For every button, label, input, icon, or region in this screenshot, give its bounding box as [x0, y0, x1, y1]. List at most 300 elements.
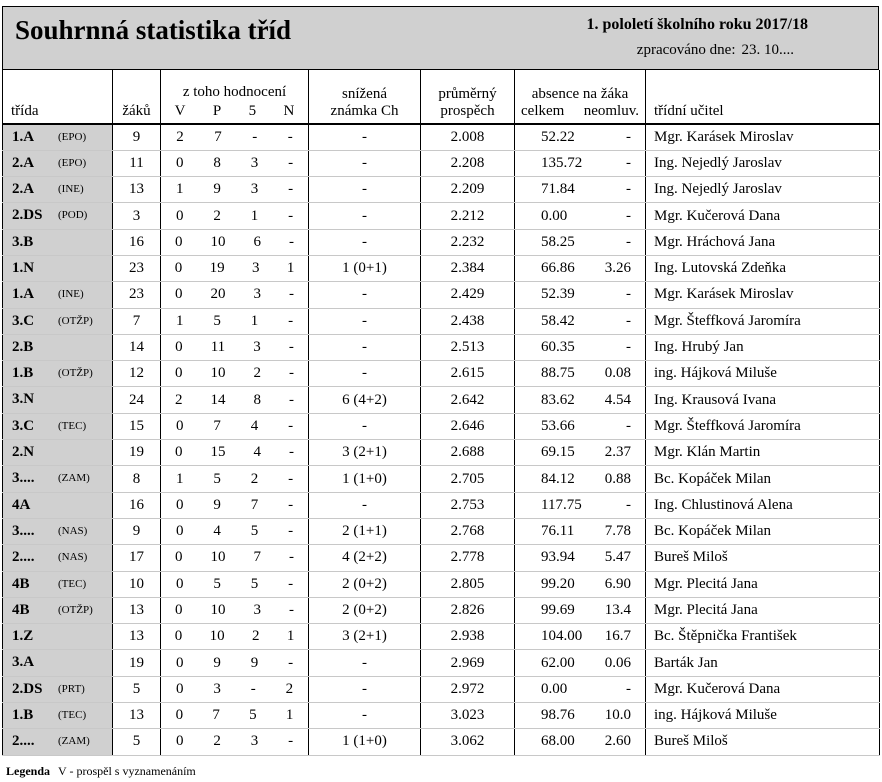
grades-cell — [161, 150, 309, 176]
absence-cell — [515, 387, 646, 413]
absence-total-value: 135.72 — [541, 154, 583, 171]
absence-cell — [515, 571, 646, 597]
grade-v-value: 0 — [175, 523, 184, 540]
teacher-cell: ing. Hájková Miluše — [646, 703, 880, 729]
grades-cell — [161, 203, 309, 229]
lowered-cell: 1 (0+1) — [309, 255, 421, 281]
average-cell: 2.232 — [421, 229, 515, 255]
students-cell: 23 — [113, 255, 161, 281]
absence-unexcused-value: 6.90 — [604, 575, 631, 592]
grades-values — [161, 497, 308, 514]
absence-unexcused-value: 2.60 — [604, 733, 631, 750]
grade-v-value: 0 — [175, 707, 184, 724]
absence-values — [515, 339, 645, 356]
absence-unexcused-value: - — [626, 154, 631, 171]
absence-total-value: 53.66 — [541, 417, 575, 434]
grade-n-value: - — [289, 549, 294, 566]
students-cell: 11 — [113, 150, 161, 176]
table-row — [3, 361, 880, 387]
grade-p-value: 8 — [213, 154, 221, 171]
grade-n-value: - — [289, 601, 294, 618]
absence-cell — [515, 361, 646, 387]
col-header-teacher: třídní učitel — [646, 70, 880, 124]
absence-unexcused-value: 2.37 — [604, 444, 631, 461]
grade-n-value: 1 — [286, 260, 295, 277]
table-row — [3, 203, 880, 229]
class-name: 3.B — [12, 233, 34, 250]
grades-values — [161, 208, 308, 225]
grade-n-value: - — [289, 233, 294, 250]
lowered-header-line1: snížená — [342, 86, 387, 102]
grade-5-value: 3 — [253, 601, 261, 618]
teacher-cell: Ing. Nejedlý Jaroslav — [646, 177, 880, 203]
class-cell — [3, 334, 113, 360]
absence-cell — [515, 255, 646, 281]
absence-unexcused-value: - — [626, 680, 631, 697]
grades-cell — [161, 466, 309, 492]
grade-p-value: 4 — [213, 523, 221, 540]
absence-values — [515, 602, 645, 619]
students-cell: 24 — [113, 387, 161, 413]
grades-values — [161, 549, 308, 566]
lowered-cell: - — [309, 282, 421, 308]
absence-values — [515, 208, 645, 225]
students-cell: 16 — [113, 492, 161, 518]
average-cell: 2.646 — [421, 413, 515, 439]
class-cell — [3, 729, 113, 755]
grade-p-value: 2 — [213, 207, 221, 224]
class-name: 2.B — [12, 338, 34, 355]
table-row — [3, 624, 880, 650]
legend — [6, 764, 196, 779]
absence-values — [515, 155, 645, 172]
table-row — [3, 334, 880, 360]
absence-unexcused-value: - — [626, 312, 631, 329]
table-row — [3, 492, 880, 518]
lowered-cell: - — [309, 308, 421, 334]
grades-cell — [161, 413, 309, 439]
grades-cell — [161, 545, 309, 571]
absence-cell — [515, 729, 646, 755]
lowered-cell: 2 (0+2) — [309, 571, 421, 597]
teacher-cell: Ing. Hrubý Jan — [646, 334, 880, 360]
report-title: Souhrnná statistika tříd — [15, 15, 292, 45]
absence-total-value: 60.35 — [541, 339, 575, 356]
lowered-cell: - — [309, 413, 421, 439]
grade-p-value: 10 — [210, 233, 226, 250]
grade-v-value: 0 — [175, 575, 184, 592]
grades-cell — [161, 571, 309, 597]
absence-unexcused-value: 7.78 — [604, 523, 631, 540]
class-cell — [3, 124, 113, 150]
absence-cell — [515, 518, 646, 544]
students-cell: 13 — [113, 597, 161, 623]
col-header-grades — [161, 70, 309, 124]
grade-p-header: P — [212, 103, 222, 119]
class-name: 2.A — [12, 181, 35, 198]
class-name: 2.DS — [12, 680, 43, 697]
grades-cell — [161, 729, 309, 755]
average-cell: 2.969 — [421, 650, 515, 676]
grade-p-value: 2 — [213, 733, 221, 750]
class-cell — [3, 203, 113, 229]
grade-v-value: 0 — [175, 286, 183, 303]
grade-n-value: - — [288, 575, 294, 592]
teacher-cell: Mgr. Klán Martin — [646, 440, 880, 466]
processed-label: zpracováno dne: — [636, 42, 736, 58]
absence-total-value: 83.62 — [541, 391, 575, 408]
absence-total-value: 69.15 — [541, 444, 575, 461]
grade-5-value: 4 — [253, 444, 261, 461]
absence-values — [515, 733, 645, 750]
students-cell: 13 — [113, 703, 161, 729]
grade-p-value: 5 — [213, 470, 221, 487]
absence-cell — [515, 492, 646, 518]
grade-5-value: 3 — [250, 154, 259, 171]
class-name: 2.... — [12, 733, 35, 750]
class-code: (PRT) — [58, 682, 85, 695]
class-cell — [3, 255, 113, 281]
lowered-cell: 4 (2+2) — [309, 545, 421, 571]
grades-values — [161, 733, 308, 750]
grades-values — [161, 181, 308, 198]
class-code: (POD) — [58, 209, 88, 222]
grade-v-value: 0 — [175, 339, 183, 356]
grades-cell — [161, 308, 309, 334]
grades-cell — [161, 492, 309, 518]
table-row — [3, 282, 880, 308]
average-cell: 2.513 — [421, 334, 515, 360]
class-cell — [3, 413, 113, 439]
average-header-line1: průměrný — [438, 86, 497, 102]
absence-cell — [515, 308, 646, 334]
grades-group-label: z toho hodnocení — [182, 84, 287, 100]
absence-total-value: 58.42 — [541, 312, 575, 329]
lowered-cell: 2 (0+2) — [309, 597, 421, 623]
grades-subheaders — [161, 103, 308, 120]
grade-v-value: 0 — [175, 496, 184, 513]
class-name: 3.A — [12, 654, 35, 671]
absence-unexcused-value: 16.7 — [604, 628, 631, 645]
class-code: (NAS) — [58, 524, 88, 537]
lowered-cell: - — [309, 203, 421, 229]
absence-cell — [515, 676, 646, 702]
absence-cell — [515, 150, 646, 176]
absence-total-value: 52.22 — [541, 128, 575, 145]
grade-5-value: 2 — [250, 470, 259, 487]
grades-values — [161, 260, 308, 277]
grades-values — [161, 576, 308, 593]
absence-values — [515, 523, 645, 540]
class-cell — [3, 150, 113, 176]
absence-values — [515, 392, 645, 409]
processed-date: 23. 10.... — [741, 42, 794, 58]
absence-unexcused-value: 0.88 — [604, 470, 631, 487]
students-cell: 5 — [113, 676, 161, 702]
class-name: 3.... — [12, 470, 35, 487]
absence-values — [515, 234, 645, 251]
class-code: (NAS) — [58, 551, 88, 564]
grades-cell — [161, 703, 309, 729]
lowered-cell: 6 (4+2) — [309, 387, 421, 413]
absence-unexcused-value: 10.0 — [604, 707, 631, 724]
absence-values — [515, 365, 645, 382]
teacher-cell: Mgr. Kučerová Dana — [646, 676, 880, 702]
grade-5-value: 7 — [253, 549, 261, 566]
table-row — [3, 255, 880, 281]
absence-total-value: 0.00 — [541, 680, 568, 697]
col-header-class: třída — [3, 70, 113, 124]
class-cell — [3, 676, 113, 702]
absence-cell — [515, 334, 646, 360]
class-name: 4A — [12, 496, 31, 513]
table-row — [3, 518, 880, 544]
grade-5-value: 2 — [253, 365, 261, 382]
grade-p-value: 9 — [213, 181, 221, 198]
teacher-cell: Ing. Lutovská Zdeňka — [646, 255, 880, 281]
class-cell — [3, 308, 113, 334]
lowered-cell: 1 (1+0) — [309, 729, 421, 755]
absence-unexcused-value: - — [626, 286, 631, 303]
class-cell — [3, 387, 113, 413]
absence-total-value: 68.00 — [541, 733, 575, 750]
teacher-cell: Ing. Nejedlý Jaroslav — [646, 150, 880, 176]
grade-n-header: N — [283, 103, 295, 119]
class-statistics-table — [2, 70, 880, 756]
grades-cell — [161, 440, 309, 466]
grades-cell — [161, 518, 309, 544]
grade-n-value: - — [288, 523, 294, 540]
absence-values — [515, 628, 645, 645]
grade-n-value: 1 — [285, 707, 294, 724]
students-cell: 13 — [113, 624, 161, 650]
absence-values — [515, 549, 645, 566]
average-cell: 3.062 — [421, 729, 515, 755]
grade-n-value: - — [288, 470, 294, 487]
table-row — [3, 571, 880, 597]
students-cell: 9 — [113, 518, 161, 544]
lowered-cell: 3 (2+1) — [309, 440, 421, 466]
students-cell: 10 — [113, 571, 161, 597]
table-row — [3, 545, 880, 571]
class-cell — [3, 361, 113, 387]
lowered-cell: - — [309, 703, 421, 729]
class-name: 1.B — [12, 707, 34, 724]
class-cell — [3, 518, 113, 544]
absence-values — [515, 181, 645, 198]
table-row — [3, 124, 880, 150]
average-cell: 2.753 — [421, 492, 515, 518]
absence-cell — [515, 703, 646, 729]
class-code: (OTŽP) — [58, 314, 93, 327]
absence-cell — [515, 466, 646, 492]
grade-n-value: - — [288, 733, 294, 750]
grades-values — [161, 339, 308, 356]
students-cell: 13 — [113, 177, 161, 203]
grade-p-value: 15 — [210, 444, 226, 461]
report-sheet — [2, 6, 879, 778]
grade-5-header: 5 — [248, 103, 257, 119]
class-code: (ZAM) — [58, 472, 90, 485]
grade-p-value: 19 — [209, 260, 225, 277]
absence-group-label: absence na žáka — [531, 86, 629, 102]
average-cell: 2.826 — [421, 597, 515, 623]
grade-n-value: - — [288, 181, 294, 198]
grades-values — [161, 681, 308, 698]
average-cell: 2.209 — [421, 177, 515, 203]
grade-n-value: 1 — [286, 628, 295, 645]
average-cell: 2.805 — [421, 571, 515, 597]
grade-v-value: 0 — [175, 549, 183, 566]
table-row — [3, 729, 880, 755]
grades-cell — [161, 255, 309, 281]
grade-n-value: - — [289, 391, 294, 408]
col-header-absence — [515, 70, 646, 124]
teacher-cell: Barták Jan — [646, 650, 880, 676]
grades-cell — [161, 624, 309, 650]
absence-values — [515, 497, 645, 514]
grades-cell — [161, 177, 309, 203]
teacher-cell: Mgr. Šteffková Jaromíra — [646, 413, 880, 439]
table-row — [3, 440, 880, 466]
teacher-cell: Mgr. Hráchová Jana — [646, 229, 880, 255]
lowered-cell: 1 (1+0) — [309, 466, 421, 492]
grade-p-value: 14 — [210, 391, 226, 408]
students-cell: 14 — [113, 334, 161, 360]
grade-5-value: 2 — [251, 628, 260, 645]
lowered-cell: - — [309, 334, 421, 360]
absence-cell — [515, 624, 646, 650]
absence-total-value: 93.94 — [541, 549, 575, 566]
grades-cell — [161, 282, 309, 308]
grade-p-value: 9 — [213, 496, 221, 513]
absence-values — [515, 471, 645, 488]
absence-total-value: 62.00 — [541, 654, 575, 671]
absence-total-value: 66.86 — [541, 260, 575, 277]
grade-5-value: 3 — [250, 181, 259, 198]
absence-unexcused-value: - — [626, 233, 631, 250]
grade-v-value: 0 — [174, 628, 183, 645]
grade-v-value: 1 — [175, 470, 184, 487]
average-cell: 2.384 — [421, 255, 515, 281]
lowered-cell: - — [309, 492, 421, 518]
average-cell: 2.705 — [421, 466, 515, 492]
grade-n-value: - — [289, 444, 294, 461]
grades-values — [161, 418, 308, 435]
grade-v-value: 2 — [176, 128, 184, 145]
table-row — [3, 177, 880, 203]
lowered-cell: - — [309, 177, 421, 203]
grades-values — [161, 628, 308, 645]
table-row — [3, 150, 880, 176]
teacher-cell: Mgr. Karásek Miroslav — [646, 282, 880, 308]
grades-cell — [161, 650, 309, 676]
absence-values — [515, 313, 645, 330]
class-name: 4B — [12, 601, 30, 618]
grades-values — [161, 602, 308, 619]
class-name: 1.A — [12, 129, 35, 145]
absence-cell — [515, 545, 646, 571]
absence-values — [515, 444, 645, 461]
grade-5-value: 7 — [250, 496, 259, 513]
absence-cell — [515, 282, 646, 308]
absence-unexcused-value: - — [626, 181, 631, 198]
class-code: (OTŽP) — [58, 367, 93, 380]
grades-cell — [161, 361, 309, 387]
absence-cell — [515, 440, 646, 466]
students-cell: 9 — [113, 124, 161, 150]
table-row — [3, 703, 880, 729]
absence-unexcused-value: 4.54 — [604, 391, 631, 408]
grade-v-value: 0 — [175, 444, 183, 461]
absence-total-value: 104.00 — [541, 628, 583, 645]
class-name: 3.N — [12, 391, 35, 408]
students-cell: 3 — [113, 203, 161, 229]
grades-values — [161, 365, 308, 382]
absence-unexcused-value: 0.06 — [604, 654, 631, 671]
class-cell — [3, 440, 113, 466]
grade-5-value: 1 — [250, 312, 259, 329]
grades-values — [161, 155, 308, 172]
grades-values — [161, 523, 308, 540]
grades-values — [161, 392, 308, 409]
grade-n-value: - — [288, 496, 294, 513]
absence-total-value: 0.00 — [541, 207, 568, 224]
average-cell: 2.008 — [421, 124, 515, 150]
absence-unexcused-value: - — [626, 339, 631, 356]
class-code: (EPO) — [58, 131, 87, 143]
grade-v-value: 0 — [175, 417, 184, 434]
table-body — [3, 124, 880, 755]
grade-5-value: 6 — [253, 233, 261, 250]
grade-p-value: 3 — [213, 680, 221, 697]
grades-values — [161, 471, 308, 488]
grade-5-value: - — [252, 128, 258, 145]
table-row — [3, 229, 880, 255]
absence-unexcused-value: - — [626, 496, 631, 513]
absence-values — [515, 576, 645, 593]
class-name: 3.C — [12, 312, 35, 329]
table-row — [3, 676, 880, 702]
students-cell: 12 — [113, 361, 161, 387]
grade-p-value: 10 — [210, 601, 226, 618]
grade-n-value: - — [287, 128, 293, 145]
legend-item-v: V - prospěl s vyznamenáním — [58, 764, 196, 778]
grades-values — [161, 655, 308, 672]
grade-n-value: 2 — [285, 680, 294, 697]
grades-cell — [161, 124, 309, 150]
students-cell: 19 — [113, 440, 161, 466]
class-cell — [3, 703, 113, 729]
teacher-cell: Bc. Kopáček Milan — [646, 466, 880, 492]
table-header-row — [3, 70, 880, 124]
grades-cell — [161, 334, 309, 360]
class-name: 2.N — [12, 444, 35, 461]
students-cell: 7 — [113, 308, 161, 334]
absence-total-value: 117.75 — [541, 496, 582, 513]
grade-5-value: 5 — [250, 575, 259, 592]
teacher-cell: Mgr. Kučerová Dana — [646, 203, 880, 229]
class-cell — [3, 177, 113, 203]
grade-5-value: 5 — [250, 523, 259, 540]
absence-values — [515, 129, 645, 146]
students-cell: 23 — [113, 282, 161, 308]
class-code: (EPO) — [58, 156, 87, 169]
lowered-cell: - — [309, 676, 421, 702]
class-cell — [3, 571, 113, 597]
grade-v-value: 0 — [175, 365, 183, 382]
absence-subheaders — [515, 103, 645, 120]
